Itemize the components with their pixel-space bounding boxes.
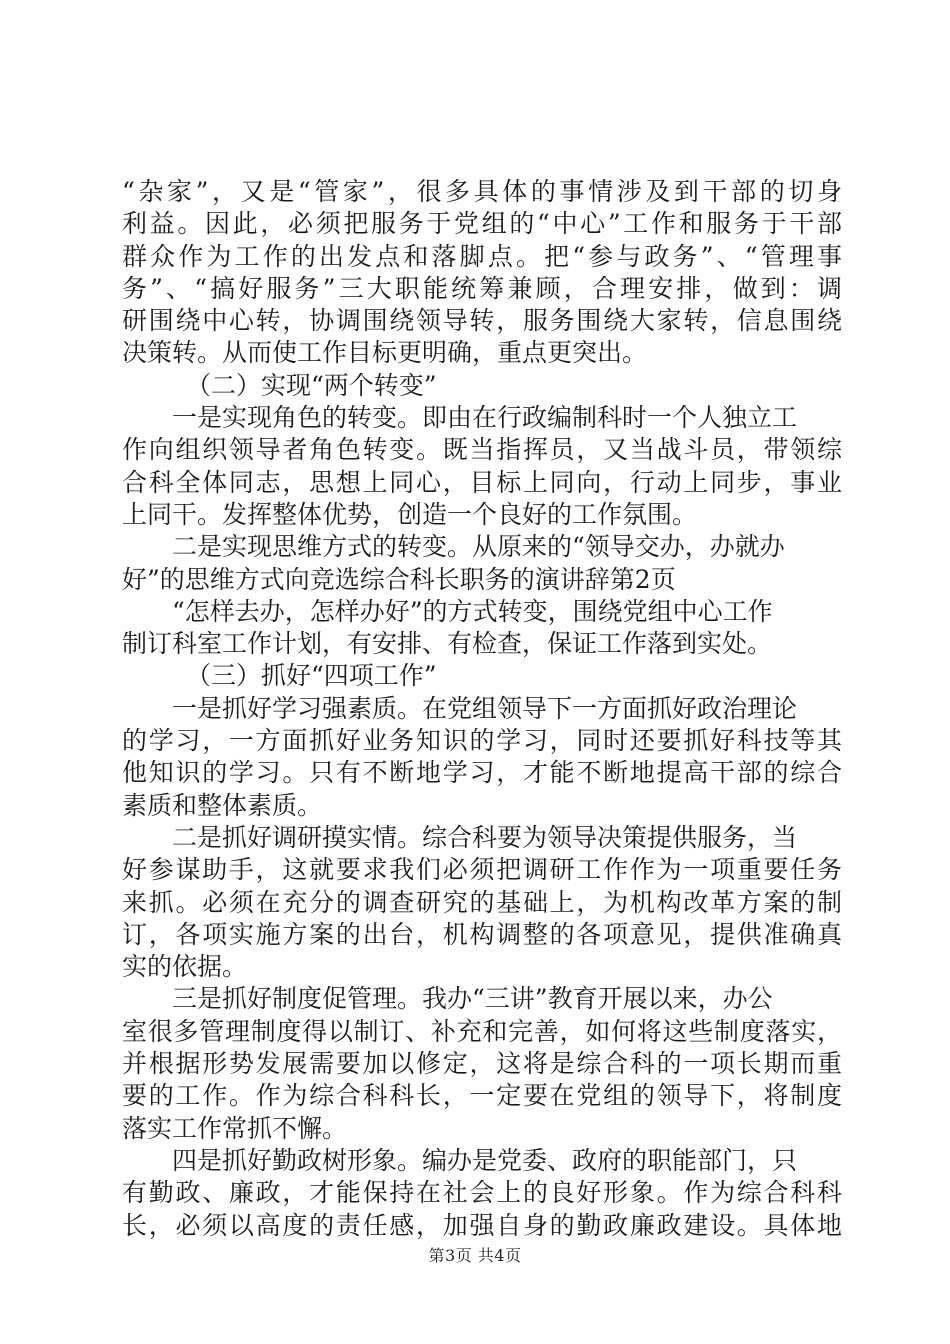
text-line: 决策转。从而使工作目标更明确，重点更突出。 — [122, 338, 648, 368]
text-line: 一是实现角色的转变。即由在行政编制科时一个人独立工 — [172, 403, 798, 433]
text-line: 上同干。发挥整体优势，创造一个良好的工作氛围。 — [122, 499, 698, 529]
document-body — [122, 176, 842, 1242]
text-line: 来抓。必须在充分的调查研究的基础上，为机构改革方案的制 — [122, 887, 842, 917]
section-heading: （二）实现“两个转变” — [186, 370, 437, 400]
text-line: 并根据形势发展需要加以修定，这将是综合科的一项长期而重 — [122, 1049, 842, 1079]
section-heading: （三）抓好“四项工作” — [186, 661, 437, 691]
text-line: 一是抓好学习强素质。在党组领导下一方面抓好政治理论 — [172, 693, 798, 723]
text-line: 要的工作。作为综合科科长，一定要在党组的领导下，将制度 — [122, 1081, 842, 1111]
text-line: 长，必须以高度的责任感，加强自身的勤政廉政建设。具体地 — [122, 1210, 842, 1240]
text-line: “怎样去办，怎样办好”的方式转变，围绕党组中心工作 — [172, 596, 773, 626]
text-line: 利益。因此，必须把服务于党组的“中心”工作和服务于干部 — [122, 209, 842, 239]
text-line: “杂家”，又是“管家”，很多具体的事情涉及到干部的切身 — [122, 177, 842, 206]
text-line: 室很多管理制度得以制订、补充和完善，如何将这些制度落实， — [122, 1016, 842, 1046]
text-line: 合科全体同志，思想上同心，目标上同向，行动上同步，事业 — [122, 467, 842, 497]
text-line: 好”的思维方式向竞选综合科长职务的演讲辞第2页 — [122, 564, 676, 594]
text-line: 作向组织领导者角色转变。既当指挥员，又当战斗员，带领综 — [122, 435, 842, 465]
text-line: 三是抓好制度促管理。我办“三讲”教育开展以来，办公 — [172, 984, 773, 1014]
text-line: 好参谋助手，这就要求我们必须把调研工作作为一项重要任务 — [122, 855, 842, 885]
text-line: 四是抓好勤政树形象。编办是党委、政府的职能部门，只 — [172, 1145, 798, 1175]
page-footer: 第3页 共4页 — [428, 1246, 522, 1265]
text-line: 有勤政、廉政，才能保持在社会上的良好形象。作为综合科科 — [122, 1178, 842, 1208]
text-line: 二是实现思维方式的转变。从原来的“领导交办，办就办 — [172, 532, 785, 562]
text-line: 落实工作常抓不懈。 — [122, 1113, 348, 1143]
text-line: 素质和整体素质。 — [122, 790, 323, 820]
text-line: 他知识的学习。只有不断地学习，才能不断地提高干部的综合 — [122, 758, 842, 788]
text-line: 群众作为工作的出发点和落脚点。把“参与政务”、“管理事 — [122, 241, 842, 271]
text-line: 的学习，一方面抓好业务知识的学习，同时还要抓好科技等其 — [122, 726, 842, 756]
text-line: 实的依据。 — [122, 952, 248, 982]
text-line: 制订科室工作计划，有安排、有检查，保证工作落到实处。 — [122, 629, 773, 659]
text-line: 订，各项实施方案的出台，机构调整的各项意见，提供准确真 — [122, 919, 842, 949]
text-line: 二是抓好调研摸实情。综合科要为领导决策提供服务，当 — [172, 822, 798, 852]
text-line: 研围绕中心转，协调围绕领导转，服务围绕大家转，信息围绕 — [122, 306, 842, 336]
text-line: 务”、“搞好服务”三大职能统筹兼顾，合理安排，做到：调 — [122, 273, 842, 303]
